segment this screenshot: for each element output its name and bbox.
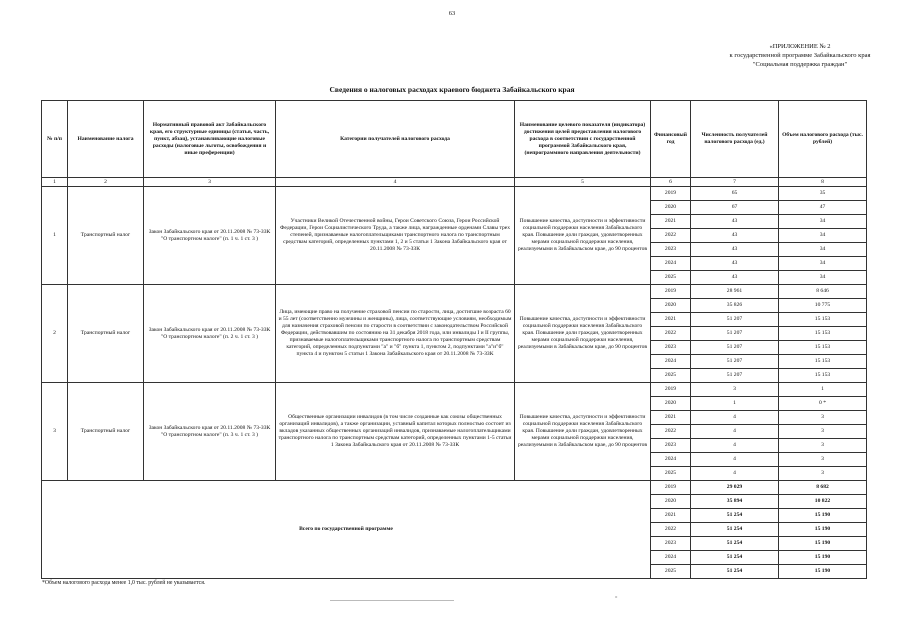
- year-cell: 2025: [651, 271, 691, 285]
- amount-cell: 34: [779, 229, 867, 243]
- tax-name: Транспортный налог: [68, 383, 144, 481]
- year-cell: 2022: [651, 425, 691, 439]
- column-number: 1: [42, 178, 68, 187]
- header-cell: Наименование налога: [68, 101, 144, 178]
- appendix-line-2: к государственной программе Забайкальского края: [729, 51, 871, 59]
- column-number: 2: [68, 178, 144, 187]
- amount-cell: 34: [779, 271, 867, 285]
- amount-cell: 34: [779, 215, 867, 229]
- target-indicator: Повышение качества, доступности и эффективности социальной поддержки населения Забайкальского края. Повышение доли граждан, удовлетворенных мерами социальной поддержки населения, реализуемыми в Забайкальском крае, до 90 процентов: [515, 285, 651, 383]
- amount-cell: 34: [779, 257, 867, 271]
- count-cell: 43: [691, 243, 779, 257]
- total-amount-cell: 15 190: [779, 537, 867, 551]
- count-cell: 4: [691, 439, 779, 453]
- amount-cell: 15 153: [779, 355, 867, 369]
- total-count-cell: 35 894: [691, 495, 779, 509]
- table-row: [42, 383, 867, 397]
- row-number: 1: [42, 187, 68, 285]
- count-cell: 4: [691, 453, 779, 467]
- recipient-category: Лица, имеющие право на получение страховой пенсии по старости, лица, достигшие возраста 60 и 55 лет (соответственно мужчины и женщины), лица, соответствующие условиям, необходимым для назначения страховой пенсии по старости в соответствии с законодательством Российской Федерации, действовавшим по состоянию на 31 декабря 2018 года, или инвалиды I и II группы, признаваемые налогоплательщиками транспортного налога по транспортным средствам категорий, определенных подпунктами "а" и "б" пункта 1, пунктом 2, подпунктами "а"и"б" пункта 4 и пунктом 5 статьи 1 Закона Забайкальского края от 20.11.2008 № 73-ЗЗК: [276, 285, 515, 383]
- year-cell: 2024: [651, 355, 691, 369]
- year-cell: 2024: [651, 551, 691, 565]
- total-amount-cell: 8 682: [779, 481, 867, 495]
- appendix-line-1: «ПРИЛОЖЕНИЕ № 2: [769, 43, 831, 50]
- total-amount-cell: 15 190: [779, 509, 867, 523]
- header-cell: Нормативный правовой акт Забайкальского края, его структурные единицы (статья, часть, пункт, абзац), устанавливающие налоговые расходы (налоговые льготы, освобождения и иные преференции): [144, 101, 276, 178]
- footnote: *Объем налогового расхода менее 1,0 тыс. рублей не указывается.: [42, 580, 206, 586]
- row-number: 2: [42, 285, 68, 383]
- header-cell: № п/п: [42, 101, 68, 178]
- year-cell: 2019: [651, 285, 691, 299]
- count-cell: 51 207: [691, 355, 779, 369]
- tax-expenditure-table: [41, 100, 867, 579]
- count-cell: 51 207: [691, 327, 779, 341]
- year-cell: 2024: [651, 453, 691, 467]
- year-cell: 2021: [651, 509, 691, 523]
- count-cell: 35 826: [691, 299, 779, 313]
- legal-act: Закон Забайкальского края от 20.11.2008 № 73-ЗЗК "О транспортном налоге" (п. 1 ч. 1 ст. 3 ): [144, 187, 276, 285]
- count-cell: 4: [691, 467, 779, 481]
- year-cell: 2023: [651, 243, 691, 257]
- appendix-line-3: "Социальная поддержка граждан": [752, 60, 848, 68]
- header-cell: Наименование целевого показателя (индикатора) достижения целей предоставления налогового расхода в соответствии с государственной программой Забайкальского края, (непрограммного направления деятельности): [515, 101, 651, 178]
- year-cell: 2023: [651, 439, 691, 453]
- total-count-cell: 51 254: [691, 537, 779, 551]
- amount-cell: 47: [779, 201, 867, 215]
- total-count-cell: 51 254: [691, 551, 779, 565]
- total-amount-cell: 15 190: [779, 523, 867, 537]
- table-row: [42, 285, 867, 299]
- row-number: 3: [42, 383, 68, 481]
- year-cell: 2022: [651, 229, 691, 243]
- count-cell: 43: [691, 271, 779, 285]
- amount-cell: 8 646: [779, 285, 867, 299]
- recipient-category: Участники Великой Отечественной войны, Герои Советского Союза, Герои Российской Федерации, Герои Социалистического Труда, а также лица, награжденные орденами Славы трех степеней, признаваемые налогоплательщиками транспортного налога по транспортным средствам категорий, определенных пунктами 1, 2 и 5 статьи 1 Закона Забайкальского края от 20.11.2008 № 73-ЗЗК: [276, 187, 515, 285]
- count-cell: 43: [691, 229, 779, 243]
- amount-cell: 3: [779, 425, 867, 439]
- amount-cell: 3: [779, 411, 867, 425]
- tax-name: Транспортный налог: [68, 187, 144, 285]
- count-cell: 51 207: [691, 313, 779, 327]
- total-amount-cell: 15 190: [779, 551, 867, 565]
- count-cell: 3: [691, 383, 779, 397]
- year-cell: 2024: [651, 257, 691, 271]
- amount-cell: 15 153: [779, 341, 867, 355]
- year-cell: 2019: [651, 481, 691, 495]
- year-cell: 2025: [651, 369, 691, 383]
- header-cell: Категории получателей налогового расхода: [276, 101, 515, 178]
- column-number: 7: [691, 178, 779, 187]
- target-indicator: Повышение качества, доступности и эффективности социальной поддержки населения Забайкальского края. Повышение доли граждан, удовлетворенных мерами социальной поддержки населения, реализуемыми в Забайкальском крае, до 90 процентов: [515, 383, 651, 481]
- count-cell: 67: [691, 201, 779, 215]
- count-cell: 43: [691, 215, 779, 229]
- year-cell: 2022: [651, 327, 691, 341]
- year-cell: 2025: [651, 565, 691, 579]
- amount-cell: 15 153: [779, 369, 867, 383]
- total-row: [42, 481, 867, 495]
- amount-cell: 3: [779, 439, 867, 453]
- year-cell: 2025: [651, 467, 691, 481]
- year-cell: 2020: [651, 201, 691, 215]
- column-number-row: [42, 178, 867, 187]
- column-number: 3: [144, 178, 276, 187]
- document-title: Сведения о налоговых расходах краевого бюджета Забайкальского края: [329, 85, 575, 94]
- divider: [330, 600, 454, 601]
- count-cell: 4: [691, 411, 779, 425]
- amount-cell: 3: [779, 467, 867, 481]
- count-cell: 43: [691, 257, 779, 271]
- amount-cell: 0 *: [779, 397, 867, 411]
- closing-quote-mark: »: [615, 595, 618, 600]
- page-number: 63: [448, 10, 456, 17]
- total-count-cell: 51 254: [691, 509, 779, 523]
- column-number: 6: [651, 178, 691, 187]
- header-row: [42, 101, 867, 178]
- header-cell: Финансовый год: [651, 101, 691, 178]
- year-cell: 2021: [651, 215, 691, 229]
- header-cell: Численность получателей налогового расхода (ед.): [691, 101, 779, 178]
- count-cell: 4: [691, 425, 779, 439]
- year-cell: 2019: [651, 383, 691, 397]
- column-number: 8: [779, 178, 867, 187]
- amount-cell: 15 153: [779, 327, 867, 341]
- year-cell: 2019: [651, 187, 691, 201]
- total-amount-cell: 10 822: [779, 495, 867, 509]
- year-cell: 2020: [651, 299, 691, 313]
- year-cell: 2021: [651, 411, 691, 425]
- amount-cell: 1: [779, 383, 867, 397]
- count-cell: 51 207: [691, 369, 779, 383]
- appendix-header: [700, 43, 900, 69]
- amount-cell: 15 153: [779, 313, 867, 327]
- recipient-category: Общественные организации инвалидов (в том числе созданные как союзы общественных организаций инвалидов), а также организации, уставный капитал которых полностью состоит из вкладов указанных общественных организаций инвалидов, признаваемые налогоплательщиками транспортного налога по транспортным средствам категорий, определенных пунктами 1-5 статьи 1 Закона Забайкальского края от 20.11.2008 № 73-ЗЗК: [276, 383, 515, 481]
- tax-name: Транспортный налог: [68, 285, 144, 383]
- target-indicator: Повышение качества, доступности и эффективности социальной поддержки населения Забайкальского края. Повышение доли граждан, удовлетворенных мерами социальной поддержки населения, реализуемыми в Забайкальском крае, до 90 процентов: [515, 187, 651, 285]
- year-cell: 2023: [651, 341, 691, 355]
- amount-cell: 3: [779, 453, 867, 467]
- year-cell: 2022: [651, 523, 691, 537]
- column-number: 5: [515, 178, 651, 187]
- amount-cell: 10 775: [779, 299, 867, 313]
- amount-cell: 34: [779, 243, 867, 257]
- column-number: 4: [276, 178, 515, 187]
- legal-act: Закон Забайкальского края от 20.11.2008 № 73-ЗЗК "О транспортном налоге" (п. 3 ч. 1 ст. 3 ): [144, 383, 276, 481]
- year-cell: 2020: [651, 397, 691, 411]
- header-cell: Объем налогового расхода (тыс. рублей): [779, 101, 867, 178]
- total-amount-cell: 15 190: [779, 565, 867, 579]
- count-cell: 51 207: [691, 341, 779, 355]
- amount-cell: 35: [779, 187, 867, 201]
- total-count-cell: 29 029: [691, 481, 779, 495]
- total-count-cell: 51 254: [691, 523, 779, 537]
- year-cell: 2020: [651, 495, 691, 509]
- total-label: Всего по государственной программе: [42, 481, 651, 579]
- year-cell: 2021: [651, 313, 691, 327]
- count-cell: 1: [691, 397, 779, 411]
- count-cell: 65: [691, 187, 779, 201]
- legal-act: Закон Забайкальского края от 20.11.2008 № 73-ЗЗК "О транспортном налоге" (п. 2 ч. 1 ст. 3 ): [144, 285, 276, 383]
- count-cell: 28 961: [691, 285, 779, 299]
- total-count-cell: 51 254: [691, 565, 779, 579]
- year-cell: 2023: [651, 537, 691, 551]
- table-row: [42, 187, 867, 201]
